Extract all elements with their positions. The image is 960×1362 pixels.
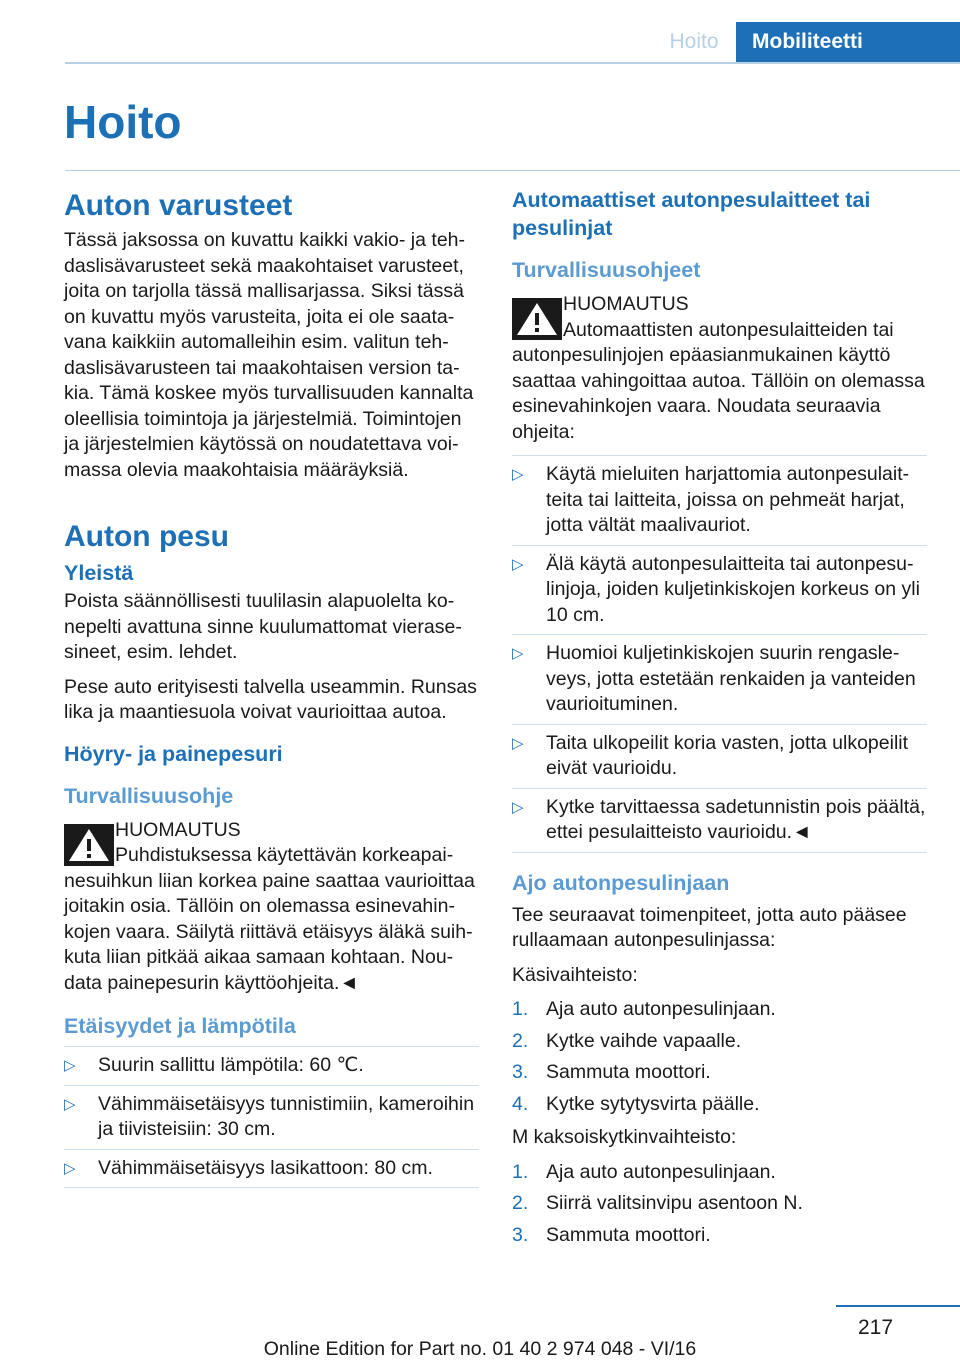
list-item: 3. Sammuta moottori. — [512, 1061, 711, 1083]
right-column — [512, 180, 927, 1256]
bullet-triangle-icon: ▷ — [512, 798, 524, 816]
heading-safety-note: Turvallisuusohje — [64, 783, 234, 808]
header-rule — [65, 62, 960, 64]
wash-warning-list — [512, 455, 927, 853]
general-paragraph-1: Poista säännöllisesti tuulilasin alapuolelta konepelti avattuna sinne kuulumattomat vierasesineet, esim. lehdet. — [64, 590, 462, 663]
list-item: ▷ Älä käytä autonpesulaitteita tai autonpesulinjoja, joiden kuljetinkiskojen korkeus on yli 10 cm. — [512, 552, 927, 636]
list-item: 1. Aja auto autonpesulinjaan. — [512, 1160, 776, 1183]
page-number: 217 — [858, 1316, 894, 1339]
section-title-equipment: Auton varusteet — [64, 189, 293, 222]
heading-steam-washer: Höyry- ja painepesuri — [64, 741, 283, 766]
list-item: ▷ Huomioi kuljetinkiskojen suurin rengasleveys, jotta estetään renkaiden ja vanteiden vaurioituminen. — [512, 641, 927, 725]
warning-triangle-icon — [64, 824, 114, 866]
equipment-paragraph: Tässä jaksossa on kuvattu kaikki vakio- ja tehdaslisävarusteet sekä maakohtaiset varusteet, joita on tarjolla tässä mallisarjassa. Siksi tässä on kuvattu myös varusteita, joita ei ole saatavana kaikkiin automalleihin esim. valitun tehdaslisävarusteen tai maakohtaisen version takia. Tämä koskee myös turvallisuuden kannalta oleellisia toimintoja ja järjestelmiä. Toimintojen ja järjestelmien käytössä on noudatettava voimassa olevia maakohtaisia määräyksiä. — [64, 229, 474, 481]
list-item: 1. Aja auto autonpesulinjaan. — [512, 998, 776, 1020]
list-item: ▷ Taita ulkopeilit koria vasten, jotta ulkopeilit eivät vaurioidu. — [512, 731, 927, 789]
general-paragraph-2: Pese auto erityisesti talvella useammin. Runsas lika ja maantiesuola voivat vaurioittaa autoa. — [64, 675, 477, 723]
list-item: ▷ Kytke tarvittaessa sadetunnistin pois päältä, ettei pesulaitteisto vaurioidu.◄ — [512, 795, 927, 853]
bullet-triangle-icon: ▷ — [64, 1057, 76, 1074]
list-item: ▷ Suurin sallittu lämpötila: 60 ℃. — [64, 1046, 479, 1086]
bullet-triangle-icon: ▷ — [64, 1095, 76, 1113]
warning-label: HUOMAUTUS — [563, 293, 689, 315]
left-column — [64, 180, 479, 1196]
warning-triangle-icon — [512, 298, 562, 340]
bullet-triangle-icon: ▷ — [512, 466, 524, 483]
warning-text: Automaattisten autonpesulaitteiden tai autonpesulinjojen epäasianmukainen käyttö saattaa vahingoittaa autoa. Tällöin on olemassa esinevahinkojen vaara. Noudata seuraavia ohjeita: — [512, 318, 925, 443]
heading-automatic-wash: Automaattiset autonpesulaitteet tai pesulinjat — [512, 188, 871, 240]
dct-label: M kaksoiskytkinvaihteisto: — [512, 1126, 737, 1148]
warning-block-steam — [64, 816, 479, 997]
dct-steps-list — [512, 1160, 927, 1249]
heading-distance-temperature: Etäisyydet ja lämpötila — [64, 1014, 296, 1038]
warning-block-wash — [512, 290, 927, 445]
header-tab-chapter: Mobiliteetti — [736, 22, 960, 62]
heading-drive-into-wash: Ajo autonpesulinjaan — [512, 870, 730, 895]
distance-list — [64, 1046, 479, 1188]
title-rule — [65, 170, 960, 171]
list-item: ▷ Käytä mieluiten harjattomia autonpesulaitteita tai laitteita, joissa on pehmeät harjat, jotta vältät maalivauriot. — [512, 455, 927, 546]
page-title: Hoito — [64, 96, 182, 148]
heading-safety-instructions: Turvallisuusohjeet — [512, 258, 701, 282]
warning-label: HUOMAUTUS — [115, 818, 241, 841]
footer-rule — [836, 1305, 960, 1307]
warning-text: Puhdistuksessa käytettävän korkeapainesuihkun liian korkea paine saattaa vaurioittaa joitakin osia. Tällöin on olemassa esinevahinkojen vaara. Säilytä riittävä etäisyys äläkä suihkuta liian pitkää aikaa samaan kohtaan. Noudata painepesurin käyttöohjeita.◄ — [64, 844, 475, 994]
list-item: ▷ Vähimmäisetäisyys lasikattoon: 80 cm. — [64, 1156, 479, 1189]
header-tab-section: Hoito — [669, 30, 719, 53]
manual-label: Käsivaihteisto: — [512, 963, 638, 986]
section-title-washing: Auton pesu — [64, 520, 229, 553]
bullet-triangle-icon: ▷ — [512, 645, 524, 662]
list-item: ▷ Vähimmäisetäisyys tunnistimiin, kameroihin ja tiivisteisiin: 30 cm. — [64, 1092, 479, 1150]
edition-footer: Online Edition for Part no. 01 40 2 974 048 - VI/16 — [263, 1338, 697, 1360]
heading-general: Yleistä — [64, 561, 134, 585]
list-item: 2. Siirrä valitsinvipu asentoon N. — [512, 1192, 803, 1214]
bullet-triangle-icon: ▷ — [512, 555, 524, 573]
list-item: 4. Kytke sytytysvirta päälle. — [512, 1092, 760, 1115]
list-item: 2. Kytke vaihde vapaalle. — [512, 1029, 742, 1052]
manual-steps-list — [512, 997, 927, 1117]
list-item: 3. Sammuta moottori. — [512, 1223, 711, 1246]
bullet-triangle-icon: ▷ — [64, 1159, 76, 1177]
drive-intro: Tee seuraavat toimenpiteet, jotta auto pääsee rullaamaan autonpesulinjassa: — [512, 903, 907, 951]
bullet-triangle-icon: ▷ — [512, 734, 524, 752]
